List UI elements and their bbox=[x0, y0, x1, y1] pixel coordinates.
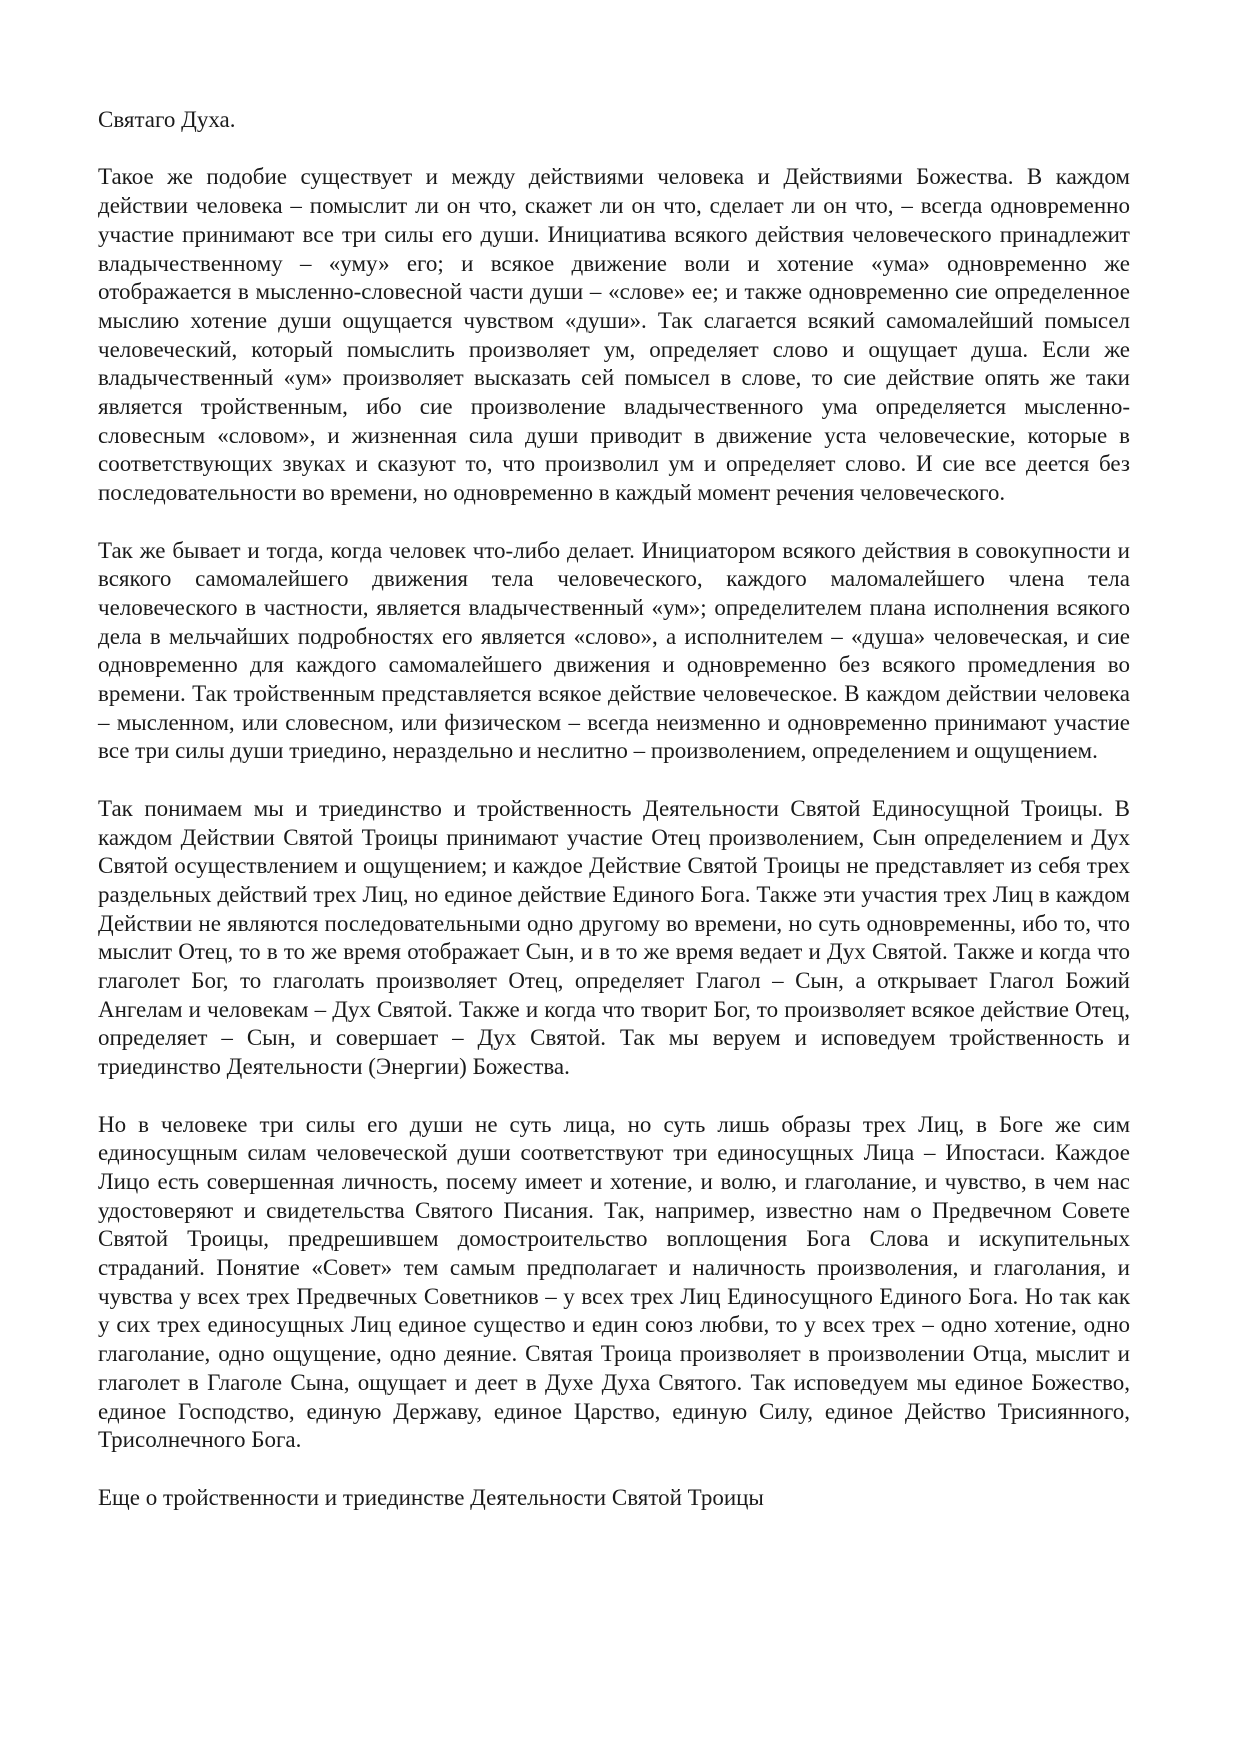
paragraph-3: Так понимаем мы и триединство и тройственность Деятельности Святой Единосущной Троицы. В каждом Действии Святой Троицы принимают участие Отец произволением, Сын определением и Дух Святой осуществлением и ощущением; и каждое Действие Святой Троицы не представляет из себя трех раздельных действий трех Лиц, но единое действие Единого Бога. Также эти участия трех Лиц в каждом Действии не являются последовательными одно другому во времени, но суть одновременны, ибо то, что мыслит Отец, то в то же время отображает Сын, и в то же время ведает и Дух Святой. Также и когда что глаголет Бог, то глаголать произволяет Отец, определяет Глагол – Сын, а открывает Глагол Божий Ангелам и человекам – Дух Святой. Также и когда что творит Бог, то произволяет всякое действие Отец, определяет – Сын, и совершает – Дух Святой. Так мы веруем и исповедуем тройственность и триединство Деятельности (Энергии) Божества. bbox=[98, 795, 1130, 1080]
document-page bbox=[98, 106, 1130, 1512]
paragraph-4: Но в человеке три силы его души не суть лица, но суть лишь образы трех Лиц, в Боге же сим единосущным силам человеческой души соответствуют три единосущных Лица – Ипостаси. Каждое Лицо есть совершенная личность, посему имеет и хотение, и волю, и глаголание, и чувство, в чем нас удостоверяют и свидетельства Святого Писания. Так, например, известно нам о Предвечном Совете Святой Троицы, предрешившем домостроительство воплощения Бога Слова и искупительных страданий. Понятие «Совет» тем самым предполагает и наличность произволения, и глаголания, и чувства у всех трех Предвечных Советников – у всех трех Лиц Единосущного Единого Бога. Но так как у сих трех единосущных Лиц единое существо и един союз любви, то у всех трех – одно хотение, одно глаголание, одно ощущение, одно деяние. Святая Троица произволяет в произволении Отца, мыслит и глаголет в Глаголе Сына, ощущает и деет в Духе Духа Святого. Так исповедуем мы единое Божество, единое Господство, единую Державу, единое Царство, единую Силу, единое Действо Трисиянного, Трисолнечного Бога. bbox=[98, 1111, 1130, 1453]
paragraph-1: Такое же подобие существует и между действиями человека и Действиями Божества. В каждом действии человека – помыслит ли он что, скажет ли он что, сделает ли он что, – всегда одновременно участие принимают все три силы его души. Инициатива всякого действия человеческого принадлежит владычественному – «уму» его; и всякое движение воли и хотение «ума» одновременно же отображается в мысленно-словесной части души – «слове» ее; и также одновременно сие определенное мыслию хотение души ощущается чувством «души». Так слагается всякий самомалейший помысел человеческий, который помыслить произволяет ум, определяет слово и ощущает душа. Если же владычественный «ум» произволяет высказать сей помысел в слове, то сие действие опять же таки является тройственным, ибо сие произволение владычественного ума определяется мысленно-словесным «словом», и жизненная сила души приводит в движение уста человеческие, которые в соответствующих звуках и сказуют то, что произволил ум и определяет слово. И сие все деется без последовательности во времени, но одновременно в каждый момент речения человеческого. bbox=[98, 164, 1130, 506]
closing-heading: Еще о тройственности и триединстве Деятельности Святой Троицы bbox=[98, 1484, 764, 1510]
paragraph-2: Так же бывает и тогда, когда человек что-либо делает. Инициатором всякого действия в совокупности и всякого самомалейшего движения тела человеческого, каждого маломалейшего члена тела человеческого в частности, является владычественный «ум»; определителем плана исполнения всякого дела в мельчайших подробностях его является «слово», а исполнителем – «душа» человеческая, и сие одновременно для каждого самомалейшего движения и одновременно без всякого промедления во времени. Так тройственным представляется всякое действие человеческое. В каждом действии человека – мысленном, или словесном, или физическом – всегда неизменно и одновременно принимают участие все три силы души триедино, нераздельно и неслитно – произволением, определением и ощущением. bbox=[98, 537, 1130, 764]
lead-line: Святаго Духа. bbox=[98, 107, 236, 132]
